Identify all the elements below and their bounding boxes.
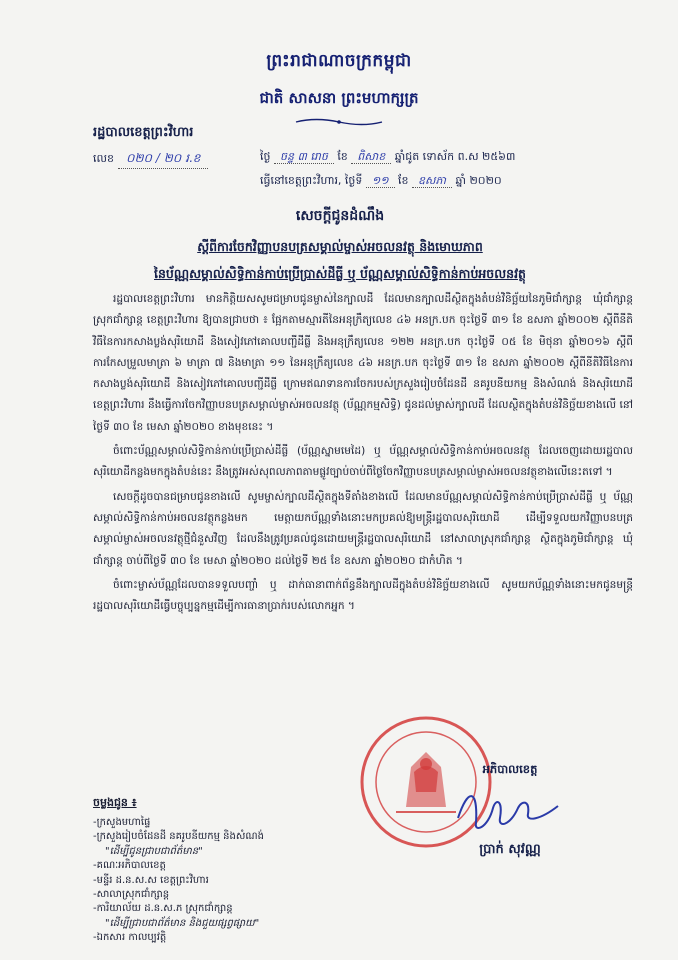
- cc-item: -សាលាស្រុកជាំក្សាន្ត: [93, 889, 170, 901]
- body-paragraph-1: រដ្ឋបាលខេត្តព្រះវិហារ មានកិត្តិយសសូមជម្រាបជូនម្ចាស់នៃក្បាលដី ដែលមានក្បាលដីស្ថិតក្នុងតំបន់វិនិច្ឆ័យនៃភូមិជាំក្សាន្ត ឃុំជាំក្សាន្ត ស្រុកជាំក្សាន្ត ខេត្តព្រះវិហារ ឱ្យបានជ្រាបថា ៖ ផ្អែកតាមស្មារតីនៃអនុក្រឹត្យលេខ ៤៦ អនក្រ.បក ចុះថ្ងៃទី ៣១ ខែ ឧសភា ឆ្នាំ២០០២ ស្តីពីនីតិវិធីនៃការកសាងប្លង់សុរិយោដី និងសៀវភៅគោលបញ្ជីដីធ្លី និងអនុក្រឹត្យលេខ ១២២ អនក្រ.បក ចុះថ្ងៃទី ០៥ ខែ មិថុនា ឆ្នាំ២០១៦ ស្តីពីការកែសម្រួលមាត្រា ៦ មាត្រា ៧ និងមាត្រា ១១ នៃអនុក្រឹត្យលេខ ៤៦ អនក្រ.បក ចុះថ្ងៃទី ៣១ ខែ ឧសភា ឆ្នាំ២០០២ ស្តីពីនីតិវិធីនៃការកសាងប្លង់សុរិយោដី និងសៀវភៅគោលបញ្ជីដីធ្លី ក្រោមឥណទានការចែករបស់ក្រសួងរៀបចំដែនដី នគរូបនីយកម្ម និងសំណង់ និងសុរិយោដីខេត្តព្រះវិហារ នឹងធ្វើការចែកវិញ្ញាបនបត្រសម្គាល់ម្ចាស់អចលនវត្ថុ (ប័ណ្ណកម្មសិទ្ធិ) ជូនដល់ម្ចាស់ក្បាលដី ដែលស្ថិតក្នុងតំបន់វិនិច្ឆ័យខាងលើ នៅថ្ងៃទី ៣០ ខែ មេសា ឆ្នាំ២០២០ ខាងមុខនេះ ។: [93, 293, 633, 433]
- cc-title: ចម្លងជូន ៖: [93, 796, 137, 809]
- cc-item: -ក្រសួងមហាផ្ទៃ: [93, 817, 151, 828]
- letter-body: [93, 289, 633, 617]
- cc-item-note: "ដើម្បីជ្រាបជាព័ត៌មាន និងជួយផ្សព្វផ្សាយ": [105, 917, 260, 929]
- national-motto: ជាតិ សាសនា ព្រះមហាក្សត្រ: [259, 89, 419, 107]
- cc-item-note: "ដើម្បីជូនជ្រាបជាព័ត៌មាន": [105, 845, 203, 857]
- lunar-month: ពិសាខ: [351, 150, 391, 164]
- signature-block: [420, 762, 600, 860]
- body-paragraph-3: សេចក្តីដូចបានជម្រាបជូនខាងលើ សូមម្ចាស់ក្បាលដីស្ថិតក្នុងទីតាំងខាងលើ ដែលមានប័ណ្ណសម្គាល់សិទ្ធិកាន់កាប់ប្រើប្រាស់ដីធ្លី ឬ ប័ណ្ណសម្គាល់សិទ្ធិកាន់កាប់អចលនវត្ថុកន្លងមក មេត្តាយកប័ណ្ណទាំងនោះមកប្រគល់ឱ្យមន្ត្រីរដ្ឋបាលសុរិយោដី ដើម្បីទទួលយកវិញ្ញាបនបត្រសម្គាល់ម្ចាស់អចលនវត្ថុថ្មីជំនួសវិញ ដែលនឹងត្រូវប្រគល់ជូនដោយមន្ត្រីរដ្ឋបាលសុរិយោដី នៅសាលាស្រុកជាំក្សាន្ត ស្ថិតក្នុងភូមិជាំក្សាន្ត ឃុំជាំក្សាន្ត ចាប់ពីថ្ងៃទី ៣០ ខែ មេសា ឆ្នាំ២០២០ ដល់ថ្ងៃទី ២៥ ខែ ឧសភា ឆ្នាំ២០២០ ជាកំហិត ។: [93, 490, 633, 567]
- signatory-title: អភិបាលខេត្ត: [482, 762, 538, 776]
- body-paragraph-4: ចំពោះម្ចាស់ប័ណ្ណដែលបានទទួលបញ្ចាំ ឬ ដាក់ធានាពាក់ព័ន្ធនឹងក្បាលដីក្នុងតំបន់វិនិច្ឆ័យខាងលើ សូមយកប័ណ្ណទាំងនោះមកជូនមន្ត្រីរដ្ឋបាលសុរិយោដីធ្វើបច្ចុប្បន្នកម្មដើម្បីការធានាប្រាក់របស់លោកអ្នក ។: [93, 578, 633, 613]
- lunar-day-label: ថ្ងៃ: [260, 150, 271, 163]
- cc-item: -ការិយាល័យ ដ.ន.ស.ភ ស្រុកជាំក្សាន្ត: [93, 903, 233, 915]
- signatory-name: ប្រាក់ សុវណ្ណ: [479, 842, 541, 857]
- body-paragraph-2: ចំពោះប័ណ្ណសម្គាល់សិទ្ធិកាន់កាប់ប្រើប្រាស់ដីធ្លី (ប័ណ្ណស្នាមមេដៃ) ឬ ប័ណ្ណសម្គាល់សិទ្ធិកាន់កាប់អចលនវត្ថុ ដែលចេញដោយរដ្ឋបាលសុរិយោដីកន្លងមកក្នុងតំបន់នេះ នឹងត្រូវអស់សុពលភាពតាមផ្លូវច្បាប់ចាប់ពីថ្ងៃចែកវិញ្ញាបនបត្រសម្គាល់ម្ចាស់អចលនវត្ថុខាងលើនេះតទៅ ។: [93, 445, 633, 479]
- reference-value: ០២០ / ២០ រ.ខ: [118, 150, 208, 169]
- place-date-label: ធ្វើនៅខេត្តព្រះវិហារ, ថ្ងៃទី: [260, 174, 363, 187]
- lunar-date: [260, 150, 640, 166]
- kingdom-name: ព្រះរាជាណាចក្រកម្ពុជា: [266, 51, 412, 71]
- cc-item: -គណៈអភិបាលខេត្ត: [93, 860, 166, 872]
- solar-year-label: ឆ្នាំ: [455, 174, 466, 187]
- document-title: សេចក្តីជូនដំណឹង: [295, 208, 385, 224]
- solar-month: ឧសភា: [412, 174, 452, 188]
- solar-day: ១១: [366, 174, 395, 188]
- cc-list: [93, 796, 393, 946]
- subject-line-1: ស្តីពីការចែកវិញ្ញាបនបត្រសម្គាល់ម្ចាស់អចលនវត្ថុ និងមោឃភាព: [197, 239, 483, 254]
- lunar-year: ឆ្នាំជូត ទោស័ក ព.ស ២៥៦៣: [394, 150, 516, 163]
- solar-date: [260, 174, 640, 190]
- cc-item: -ក្រសួងរៀបចំដែនដី នគរូបនីយកម្ម និងសំណង់: [93, 831, 264, 843]
- solar-month-label: ខែ: [398, 174, 409, 187]
- cc-item: -មន្ទីរ ដ.ន.ស.ស ខេត្តព្រះវិហារ: [93, 874, 209, 886]
- office-name: រដ្ឋបាលខេត្តព្រះវិហារ: [93, 125, 194, 140]
- date-block: [260, 150, 640, 190]
- lunar-day: ចន្ទ ៣ រោច: [274, 150, 334, 164]
- reference-label: លេខ: [93, 152, 114, 165]
- cc-item: -ឯកសារ កាលប្បវត្តិ: [93, 932, 167, 944]
- subject-line-2: នៃប័ណ្ណសម្គាល់សិទ្ធិកាន់កាប់ប្រើប្រាស់ដីធ្លី ឬ ប័ណ្ណសម្គាល់សិទ្ធិកាន់កាប់អចលនវត្ថុ: [154, 266, 526, 281]
- title-block: [60, 206, 620, 285]
- letter-header: [0, 50, 678, 131]
- solar-year: ២០២០: [469, 174, 502, 187]
- reference-number: [93, 150, 208, 169]
- lunar-month-label: ខែ: [337, 150, 348, 163]
- ornament-divider-icon: [294, 117, 384, 127]
